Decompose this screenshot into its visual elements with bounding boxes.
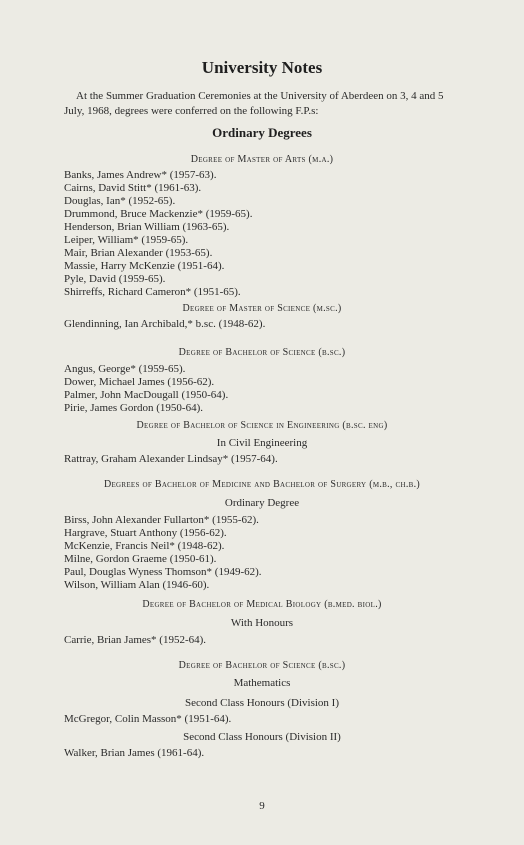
page-title: University Notes (201, 58, 323, 77)
msc-list (64, 318, 265, 331)
bsc-heading: Degree of Bachelor of Science (b.sc.) (178, 347, 346, 358)
list-item: Drummond, Bruce Mackenzie* (1959-65). (64, 208, 253, 220)
list-item: McGregor, Colin Masson* (1951-64). (64, 713, 232, 725)
list-item: Birss, John Alexander Fullarton* (1955-62). (64, 514, 259, 526)
list-item: Shirreffs, Richard Cameron* (1951-65). (64, 286, 241, 298)
list-item: Paul, Douglas Wyness Thomson* (1949-62). (64, 566, 262, 578)
bsc-list (64, 363, 228, 415)
bsceng-heading: Degree of Bachelor of Science in Engineering (b.sc. eng) (136, 420, 388, 431)
list-item: McKenzie, Francis Neil* (1948-62). (64, 540, 225, 552)
mbchb-list (64, 514, 262, 592)
list-item: Rattray, Graham Alexander Lindsay* (1957-64). (64, 453, 278, 465)
intro-paragraph: At the Summer Graduation Ceremonies at the University of Aberdeen on 3, 4 and 5 July, 1968, degrees were conferred on the following F.P.s: (64, 90, 444, 117)
list-item: Pirie, James Gordon (1950-64). (64, 402, 204, 414)
list-item: Douglas, Ian* (1952-65). (64, 195, 176, 207)
list-item: Dower, Michael James (1956-62). (64, 376, 215, 388)
list-item: Palmer, John MacDougall (1950-64). (64, 389, 229, 401)
list-item: Henderson, Brian William (1963-65). (64, 221, 230, 233)
ordinary-degrees-heading: Ordinary Degrees (212, 125, 312, 140)
bsceng-list (64, 453, 278, 466)
ma-heading: Degree of Master of Arts (m.a.) (190, 154, 334, 165)
list-item: Angus, George* (1959-65). (64, 363, 186, 375)
page-number: 9 (259, 800, 265, 812)
bsc2-honours-div1: Second Class Honours (Division I) (185, 697, 339, 709)
bsc2-list-div2 (64, 747, 204, 760)
bsc2-subheading: Mathematics (233, 677, 291, 689)
list-item: Milne, Gordon Graeme (1950-61). (64, 553, 217, 565)
bmedbiol-subheading: With Honours (230, 617, 294, 629)
msc-heading: Degree of Master of Science (m.sc.) (182, 303, 342, 314)
bmedbiol-list (64, 634, 206, 647)
ma-list (64, 169, 252, 299)
list-item: Walker, Brian James (1961-64). (64, 747, 205, 759)
bsc2-honours-div2: Second Class Honours (Division II) (183, 731, 341, 743)
list-item: Cairns, David Stitt* (1961-63). (64, 182, 202, 194)
list-item: Pyle, David (1959-65). (64, 273, 166, 285)
list-item: Massie, Harry McKenzie (1951-64). (64, 260, 225, 272)
list-item: Carrie, Brian James* (1952-64). (64, 634, 207, 646)
list-item: Mair, Brian Alexander (1953-65). (64, 247, 213, 259)
bmedbiol-heading: Degree of Bachelor of Medical Biology (b.med. biol.) (142, 599, 382, 610)
mbchb-heading: Degrees of Bachelor of Medicine and Bachelor of Surgery (m.b., ch.b.) (103, 479, 421, 490)
mbchb-subheading: Ordinary Degree (224, 497, 300, 509)
list-item: Hargrave, Stuart Anthony (1956-62). (64, 527, 227, 539)
bsceng-subheading: In Civil Engineering (216, 437, 308, 449)
bsc2-list-div1 (64, 713, 231, 726)
bsc2-heading: Degree of Bachelor of Science (b.sc.) (178, 660, 346, 671)
list-item: Glendinning, Ian Archibald,* b.sc. (1948-62). (64, 318, 266, 330)
list-item: Leiper, William* (1959-65). (64, 234, 189, 246)
list-item: Wilson, William Alan (1946-60). (64, 579, 210, 591)
list-item: Banks, James Andrew* (1957-63). (64, 169, 217, 181)
